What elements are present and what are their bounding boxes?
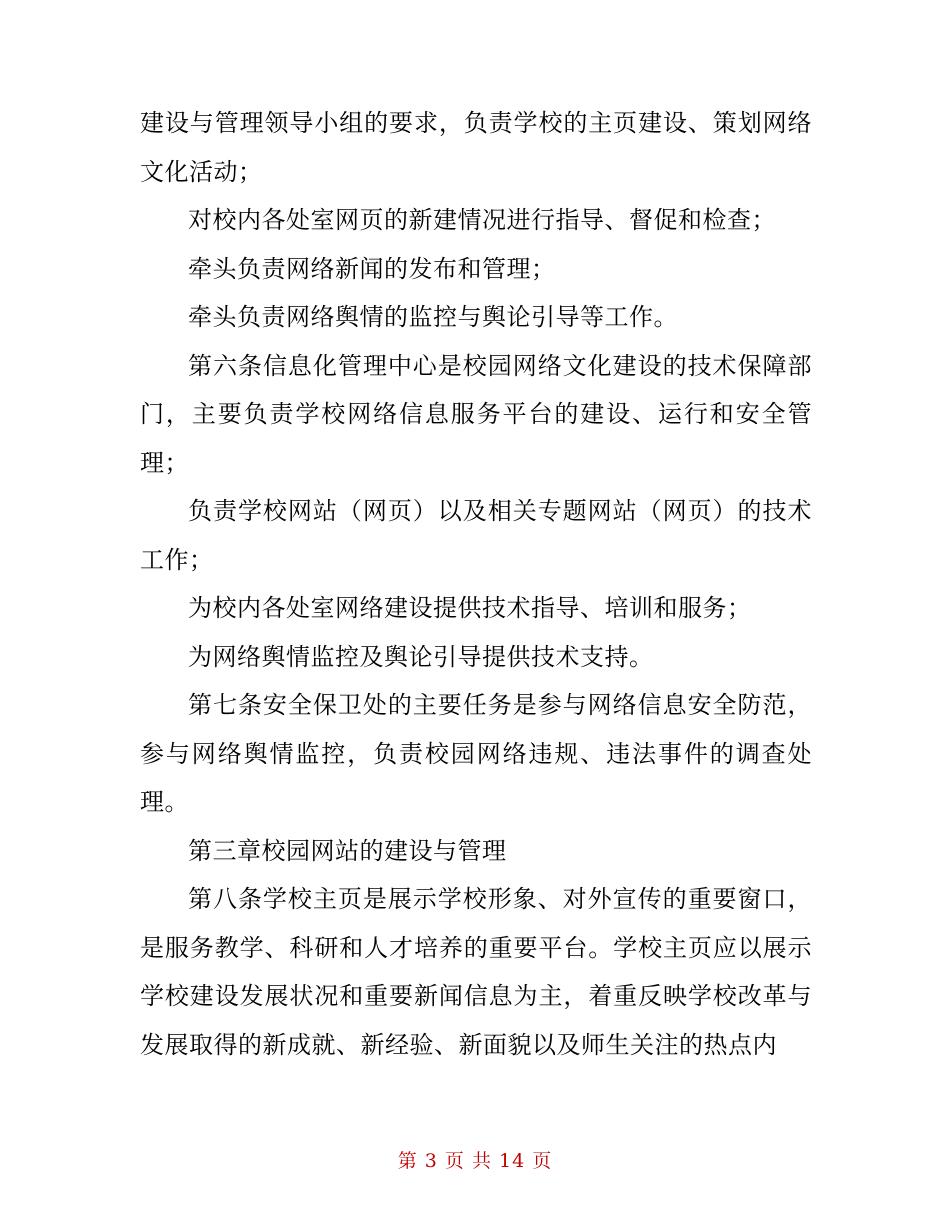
chapter-heading: 第三章校园网站的建设与管理 bbox=[188, 836, 507, 865]
paragraph-10: 第八条学校主页是展示学校形象、对外宣传的重要窗口，是服务教学、科研和人才培养的重要平台。学校主页应以展示学校建设发展状况和重要新闻信息为主，着重反映学校改革与发展取得的新成就、新经验、新面貌以及师生关注的热点内 bbox=[140, 885, 812, 1059]
paragraph-4: 第六条信息化管理中心是校园网络文化建设的技术保障部门，主要负责学校网络信息服务平台的建设、运行和安全管理； bbox=[140, 351, 812, 477]
paragraph-2: 牵头负责网络新闻的发布和管理； bbox=[188, 254, 556, 283]
paragraph-1: 对校内各处室网页的新建情况进行指导、督促和检查； bbox=[188, 206, 776, 234]
paragraph-6: 为校内各处室网络建设提供技术指导、培训和服务； bbox=[188, 594, 752, 622]
paragraph-5: 负责学校网站（网页）以及相关专题网站（网页）的技术工作； bbox=[140, 497, 812, 574]
paragraph-7: 为网络舆情监控及舆论引导提供技术支持。 bbox=[188, 642, 654, 671]
paragraph-3: 牵头负责网络舆情的监控与舆论引导等工作。 bbox=[188, 303, 678, 331]
body-text bbox=[140, 99, 812, 1069]
paragraph-8: 第七条安全保卫处的主要任务是参与网络信息安全防范，参与网络舆情监控，负责校园网络违规、违法事件的调查处理。 bbox=[140, 691, 812, 816]
page-footer: 第 3 页 共 14 页 bbox=[397, 1150, 553, 1172]
paragraph-0: 建设与管理领导小组的要求，负责学校的主页建设、策划网络文化活动； bbox=[140, 109, 812, 186]
